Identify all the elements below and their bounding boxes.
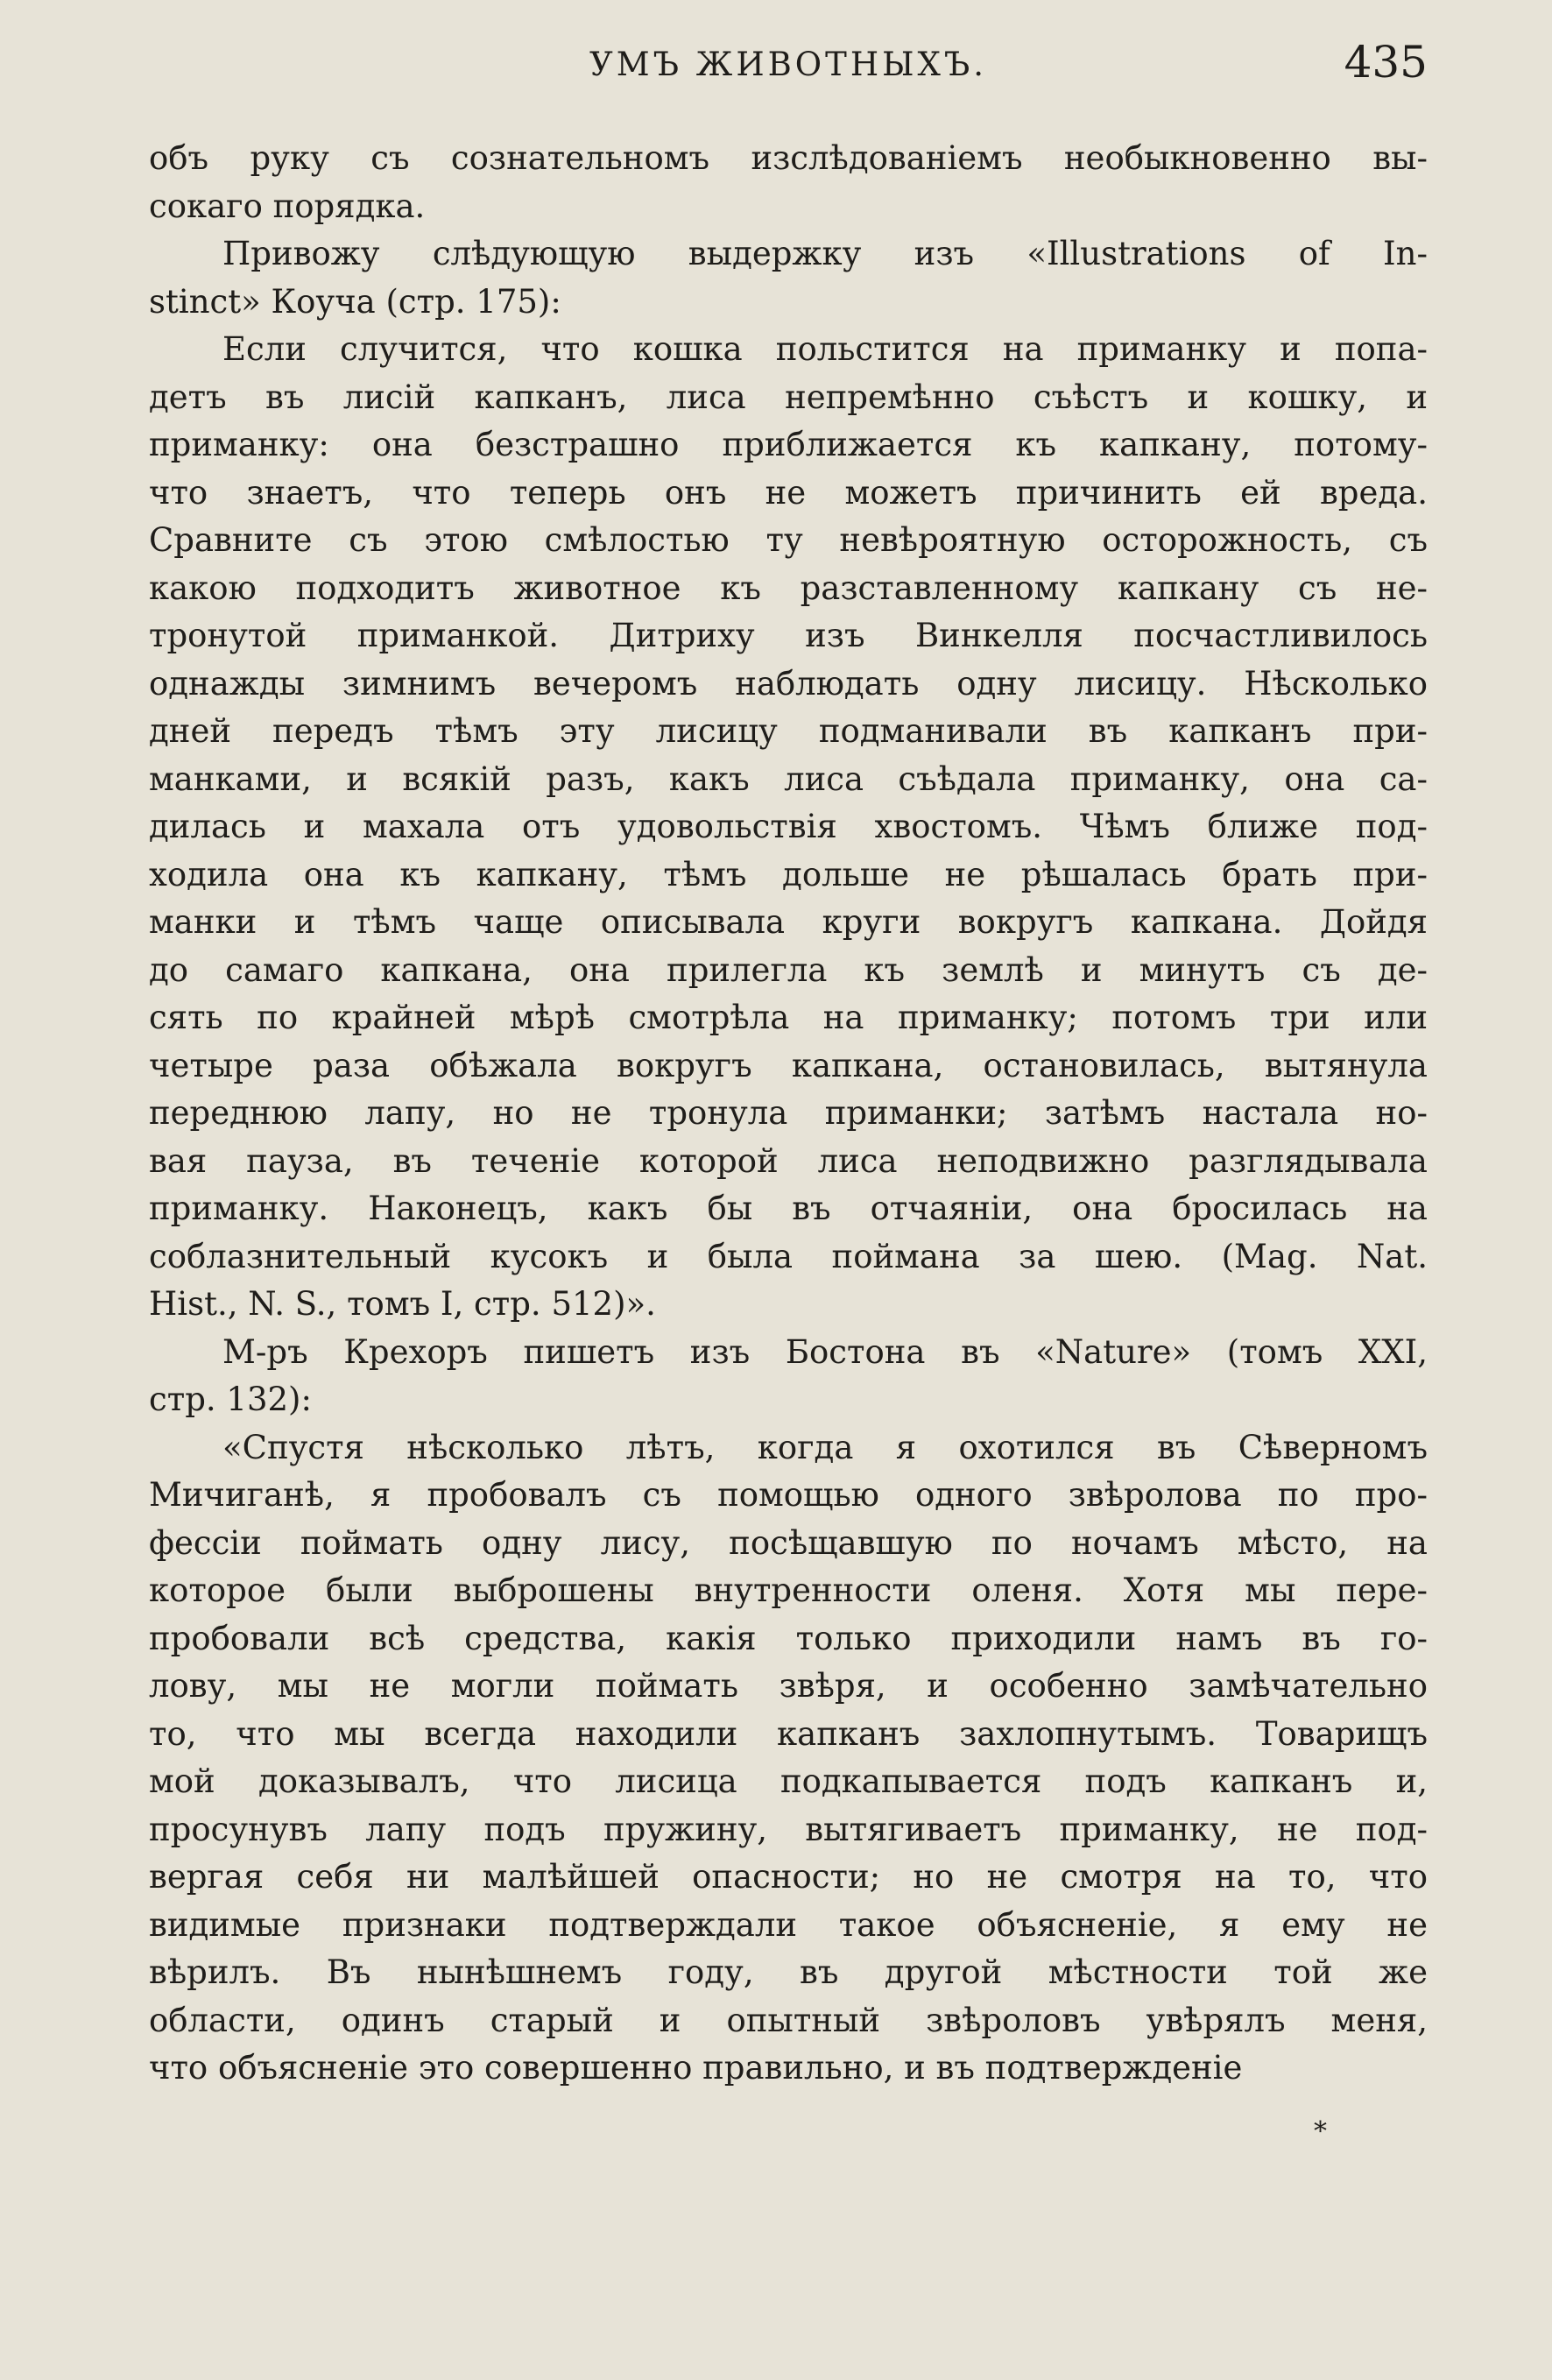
text-line: которое были выброшены внутренности оленя. Хотя мы пере- <box>149 1571 1428 1609</box>
text-line: фессіи поймать одну лису, посѣщавшую по ночамъ мѣсто, на <box>149 1523 1428 1562</box>
signature-mark: * <box>1314 2116 1327 2147</box>
text-line: однажды зимнимъ вечеромъ наблюдать одну лисицу. Нѣсколько <box>149 664 1428 703</box>
text-line: сять по крайней мѣрѣ смотрѣла на приманку; потомъ три или <box>149 999 1428 1036</box>
text-line: стр. 132): <box>149 1381 312 1418</box>
body-text <box>149 135 1428 2093</box>
text-line: Сравните съ этою смѣлостью ту невѣроятную осторожность, съ <box>149 521 1428 559</box>
text-line: мой доказывалъ, что лисица подкапывается подъ капканъ и, <box>149 1762 1428 1800</box>
text-line: «Спустя нѣсколько лѣтъ, когда я охотился въ Сѣверномъ <box>222 1428 1428 1466</box>
text-line: stinct» Коуча (стр. 175): <box>149 282 561 321</box>
text-line: какою подходитъ животное къ разставленному капкану съ не- <box>149 569 1428 607</box>
text-line: тронутой приманкой. Дитриху изъ Винкелля посчастливилось <box>149 617 1428 654</box>
text-line: сокаго порядка. <box>149 187 426 225</box>
text-line: манками, и всякій разъ, какъ лиса съѣдала приманку, она са- <box>149 759 1428 798</box>
text-line: до самаго капкана, она прилегла къ землѣ и минутъ съ де- <box>149 950 1428 989</box>
text-line: дней передъ тѣмъ эту лисицу подманивали въ капканъ при- <box>149 712 1428 750</box>
text-line: что объясненіе это совершенно правильно, и въ подтвержденіе <box>149 2049 1243 2087</box>
text-line: лову, мы не могли поймать звѣря, и особенно замѣчательно <box>149 1667 1428 1705</box>
text-line: то, что мы всегда находили капканъ захлопнутымъ. Товарищъ <box>149 1714 1428 1753</box>
text-line: приманку. Наконецъ, какъ бы въ отчаяніи, она бросилась на <box>149 1190 1428 1227</box>
page-number: 435 <box>1344 37 1428 88</box>
text-line: дилась и махала отъ удовольствія хвостомъ. Чѣмъ ближе под- <box>149 808 1428 845</box>
text-line: пробовали всѣ средства, какія только приходили намъ въ го- <box>149 1619 1428 1657</box>
text-line: вая пауза, въ теченіе которой лиса неподвижно разглядывала <box>149 1141 1428 1180</box>
text-line: области, одинъ старый и опытный звѣроловъ увѣрялъ меня, <box>149 2001 1428 2039</box>
text-line: вергая себя ни малѣйшей опасности; но не смотря на то, что <box>149 1858 1428 1896</box>
text-line: видимые признаки подтверждали такое объясненіе, я ему не <box>149 1905 1428 1944</box>
text-line: ходила она къ капкану, тѣмъ дольше не рѣшалась брать при- <box>149 855 1428 893</box>
text-line: вѣрилъ. Въ нынѣшнемъ году, въ другой мѣстности той же <box>149 1953 1428 1991</box>
text-line: М-ръ Крехоръ пишетъ изъ Бостона въ «Nature» (томъ XXI, <box>222 1332 1428 1371</box>
text-line: четыре раза обѣжала вокругъ капкана, остановилась, вытянула <box>149 1046 1428 1084</box>
running-title: УМЪ ЖИВОТНЫХЪ. <box>589 46 987 83</box>
text-line: Мичиганѣ, я пробовалъ съ помощью одного звѣролова по про- <box>149 1476 1428 1514</box>
text-line: просунувъ лапу подъ пружину, вытягиваетъ приманку, не под- <box>149 1810 1428 1848</box>
paragraph <box>149 230 1428 326</box>
text-line: Если случится, что кошка польстится на приманку и попа- <box>222 330 1428 368</box>
text-line: объ руку съ сознательномъ изслѣдованіемъ необыкновенно вы- <box>149 139 1428 177</box>
running-header <box>149 37 1428 91</box>
paragraph <box>149 1424 1428 2093</box>
text-line: Hist., N. S., томъ I, стр. 512)». <box>149 1285 656 1323</box>
text-line: манки и тѣмъ чаще описывала круги вокругъ капкана. Дойдя <box>149 903 1428 941</box>
paragraph <box>149 1329 1428 1424</box>
paragraph <box>149 326 1428 1329</box>
text-line: приманку: она безстрашно приближается къ капкану, потому- <box>149 426 1428 463</box>
text-line: детъ въ лисій капканъ, лиса непремѣнно съѣстъ и кошку, и <box>149 378 1428 416</box>
text-line: соблазнительный кусокъ и была поймана за шею. (Mag. Nat. <box>149 1237 1428 1275</box>
paragraph <box>149 135 1428 230</box>
text-line: Привожу слѣдующую выдержку изъ «Illustrations of In- <box>222 235 1428 272</box>
text-line: переднюю лапу, но не тронула приманки; затѣмъ настала но- <box>149 1094 1428 1132</box>
text-line: что знаетъ, что теперь онъ не можетъ причинить ей вреда. <box>149 473 1428 512</box>
